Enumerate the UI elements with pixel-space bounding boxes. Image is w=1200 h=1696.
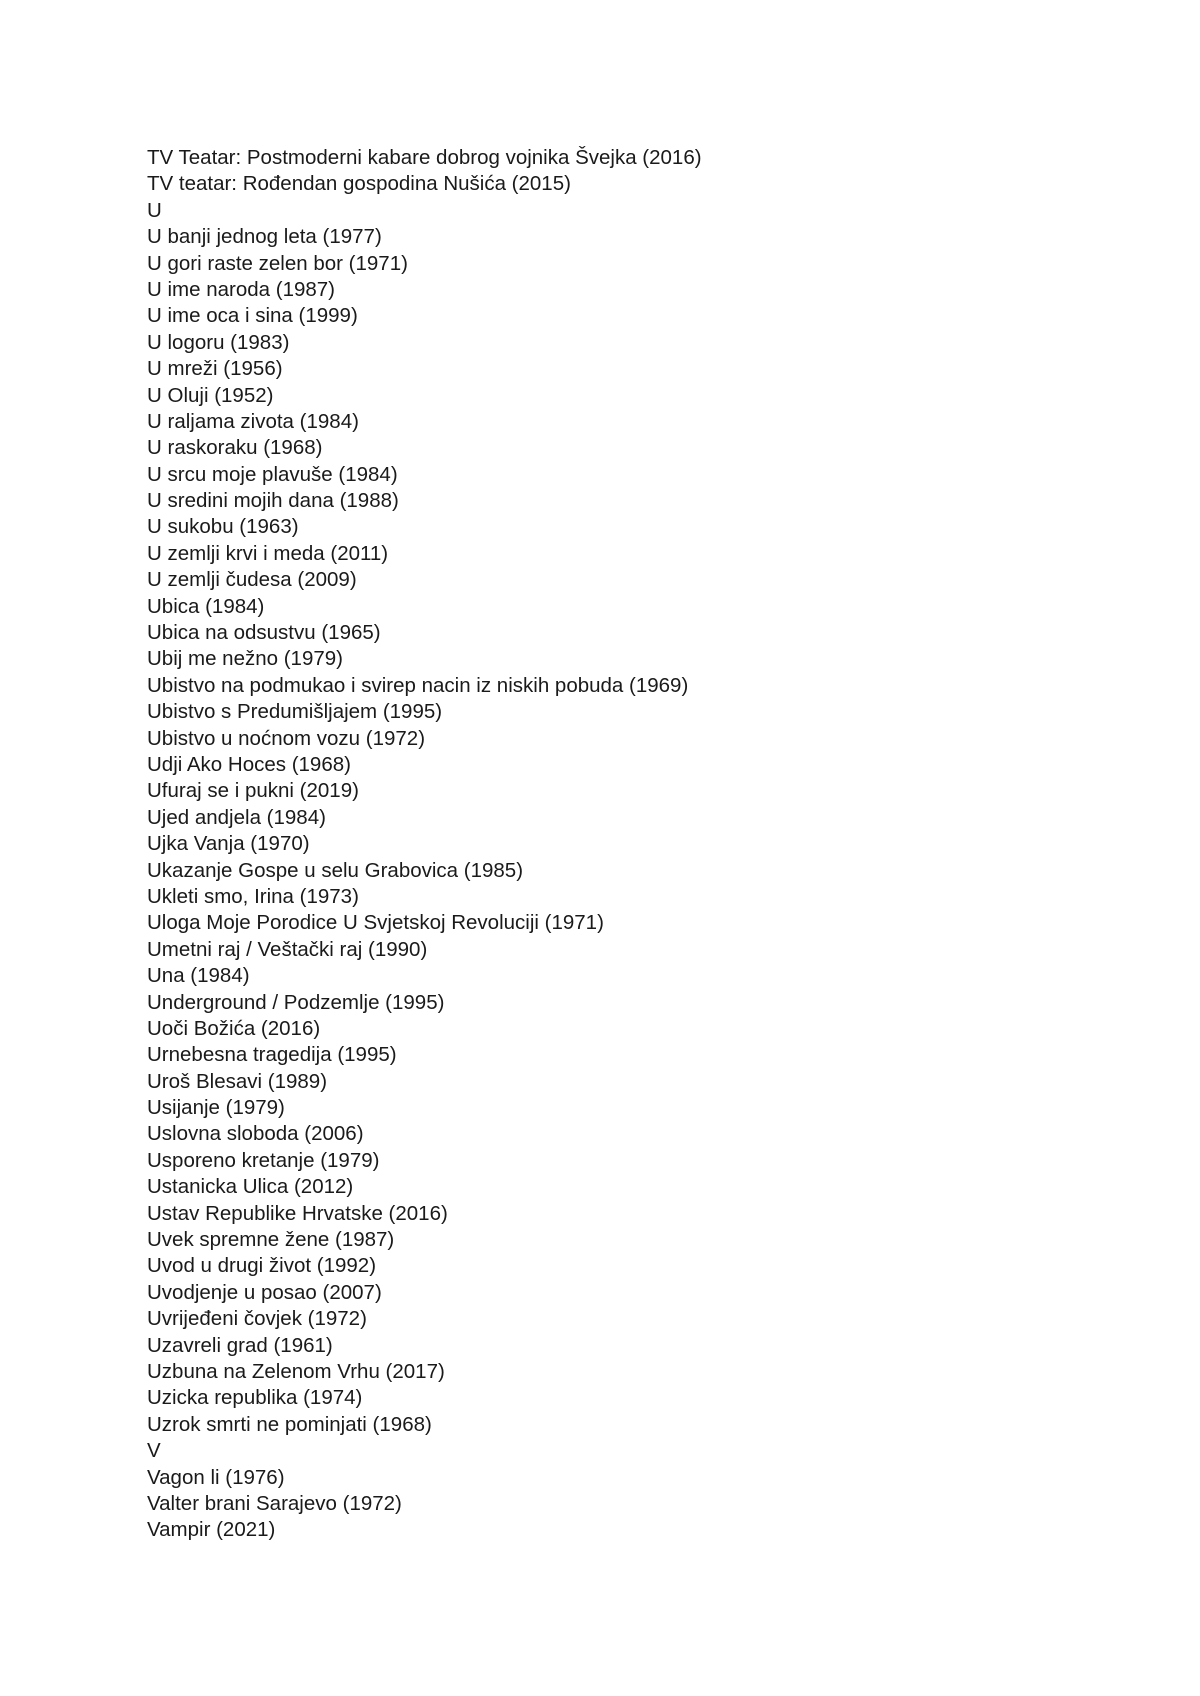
- film-title-entry: Ujka Vanja (1970): [147, 832, 310, 856]
- film-title-entry: U logoru (1983): [147, 330, 290, 354]
- film-title-entry: U ime naroda (1987): [147, 277, 336, 301]
- film-title-entry: Umetni raj / Veštački raj (1990): [147, 937, 428, 961]
- film-title-entry: Udji Ako Hoces (1968): [147, 752, 351, 776]
- film-title-entry: U mreži (1956): [147, 357, 283, 381]
- film-title-entry: Uzrok smrti ne pominjati (1968): [147, 1412, 432, 1436]
- film-title-entry: Usporeno kretanje (1979): [147, 1148, 380, 1172]
- film-title-entry: U banji jednog leta (1977): [147, 225, 382, 249]
- film-title-entry: Ujed andjela (1984): [147, 805, 326, 829]
- film-title-entry: Ubij me nežno (1979): [147, 647, 343, 671]
- film-title-entry: Ufuraj se i pukni (2019): [147, 779, 359, 803]
- film-title-entry: Ustav Republike Hrvatske (2016): [147, 1201, 448, 1225]
- film-title-entry: Vampir (2021): [147, 1518, 276, 1542]
- film-title-entry: Uloga Moje Porodice U Svjetskoj Revoluciji (1971): [147, 911, 604, 935]
- film-title-entry: Ukazanje Gospe u selu Grabovica (1985): [147, 858, 524, 882]
- film-title-entry: Uzbuna na Zelenom Vrhu (2017): [147, 1359, 445, 1383]
- film-title-entry: Uvek spremne žene (1987): [147, 1228, 395, 1252]
- film-title-entry: U ime oca i sina (1999): [147, 304, 358, 328]
- section-letter-heading: V: [147, 1439, 161, 1463]
- film-title-entry: Underground / Podzemlje (1995): [147, 990, 445, 1014]
- film-title-entry: Vagon li (1976): [147, 1465, 285, 1489]
- film-title-entry: Uzavreli grad (1961): [147, 1333, 333, 1357]
- film-title-entry: Valter brani Sarajevo (1972): [147, 1491, 402, 1515]
- film-title-entry: Uslovna sloboda (2006): [147, 1122, 364, 1146]
- film-title-entry: Urnebesna tragedija (1995): [147, 1043, 397, 1067]
- film-title-entry: Uvrijeđeni čovjek (1972): [147, 1307, 367, 1331]
- film-title-entry: U srcu moje plavuše (1984): [147, 462, 398, 486]
- film-title-entry: Uvod u drugi život (1992): [147, 1254, 377, 1278]
- film-title-entry: Uzicka republika (1974): [147, 1386, 363, 1410]
- film-title-entry: U Oluji (1952): [147, 383, 274, 407]
- film-title-entry: Ustanicka Ulica (2012): [147, 1175, 354, 1199]
- film-title-entry: U raljama zivota (1984): [147, 409, 359, 433]
- film-title-entry: Ubistvo u nоćnom vozu (1972): [147, 726, 426, 750]
- film-title-entry: Ubica na odsustvu (1965): [147, 621, 381, 645]
- film-title-entry: Ubistvo s Predumišljajem (1995): [147, 700, 443, 724]
- section-letter-heading: U: [147, 198, 162, 222]
- film-title-entry: Una (1984): [147, 964, 250, 988]
- film-title-list: [147, 145, 702, 1544]
- film-title-entry: U zemlji krvi i meda (2011): [147, 541, 389, 565]
- film-title-entry: Ubistvo na podmukao i svirep nacin iz niskih pobuda (1969): [147, 673, 689, 697]
- film-title-entry: TV Teatar: Postmoderni kabare dobrog vojnika Švejka (2016): [147, 146, 702, 169]
- film-title-entry: Ukleti smo, Irina (1973): [147, 884, 359, 908]
- film-title-entry: U zemlji čudesa (2009): [147, 568, 357, 592]
- film-title-entry: Uroš Blesavi (1989): [147, 1069, 328, 1093]
- film-title-entry: U raskoraku (1968): [147, 436, 323, 460]
- film-title-entry: U gori raste zelen bor (1971): [147, 251, 408, 275]
- film-title-entry: Ubica (1984): [147, 594, 265, 618]
- film-title-entry: Uoči Božića (2016): [147, 1016, 321, 1040]
- film-title-entry: U sredini mojih dana (1988): [147, 489, 399, 513]
- film-title-entry: Usijanje (1979): [147, 1096, 285, 1120]
- film-title-entry: TV teatar: Rođendan gospodina Nušića (2015): [147, 172, 571, 196]
- film-title-entry: U sukobu (1963): [147, 515, 299, 539]
- film-title-entry: Uvodjenje u posao (2007): [147, 1280, 382, 1304]
